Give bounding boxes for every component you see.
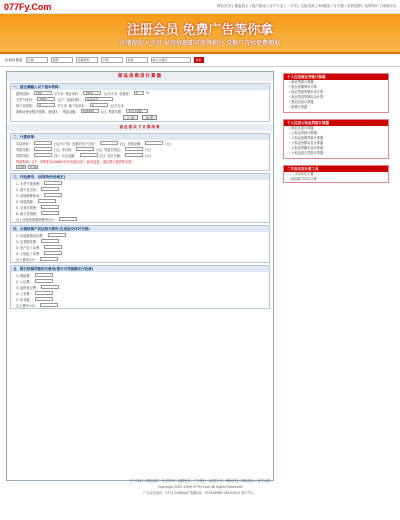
select-layout[interactable]: 户型 bbox=[101, 57, 123, 63]
label: 月还金额： bbox=[61, 153, 78, 158]
section-header: 二、计算结果： bbox=[11, 134, 269, 140]
unit: 元/户 bbox=[57, 97, 65, 102]
fee-total-field bbox=[40, 257, 58, 262]
label: 贷款总利息： bbox=[104, 147, 124, 152]
unit: (元) bbox=[96, 147, 103, 152]
select-type[interactable]: 类型 bbox=[51, 57, 73, 63]
result-field bbox=[100, 141, 118, 146]
select-price[interactable]: 价格 bbox=[126, 57, 148, 63]
fee-label: 6. 地下室契税： bbox=[16, 211, 40, 216]
section-header: 三、代收费用：(国家物价局规定) bbox=[11, 174, 269, 180]
sidebar-link[interactable]: › 公积金按揭贷款计算器 bbox=[284, 136, 388, 141]
unit: (元) bbox=[145, 147, 151, 152]
fee-total-label: 以上房屋所需缴纳费用合计： bbox=[16, 217, 58, 222]
section-header: 五、银行按揭贷款相关费用(银行对贷款额实行收费) bbox=[11, 266, 269, 272]
select-region[interactable]: 区域 bbox=[26, 57, 48, 63]
sidebar-box-fund bbox=[283, 119, 389, 159]
unit: (元) bbox=[53, 147, 60, 152]
result-field bbox=[125, 147, 143, 152]
section-results bbox=[10, 133, 270, 171]
fee-label: 4. 房屋契税： bbox=[16, 199, 36, 204]
banner-subtitle: 注册经纪人会员 发布信息即可获得积分 兑换广告位免费领取 bbox=[119, 40, 281, 47]
fee-label: 5. 交易手续费： bbox=[16, 205, 40, 210]
unit: (元) bbox=[99, 153, 106, 158]
unit: (年) bbox=[53, 153, 60, 158]
fee-total-label: 以上费用小计： bbox=[16, 303, 39, 308]
structure-select[interactable]: 多层住宅 bbox=[85, 97, 113, 102]
section-agency-fees bbox=[10, 173, 270, 223]
label: 优惠金额： bbox=[127, 141, 144, 146]
gas-input[interactable]: 3500 bbox=[37, 97, 55, 102]
search-input[interactable]: 输入关键字 bbox=[151, 57, 191, 63]
label: 天然气单价： bbox=[16, 97, 36, 102]
fee-field bbox=[44, 181, 62, 186]
label: 首付款： bbox=[61, 147, 75, 152]
fee-label: 2. 地下室总价： bbox=[16, 187, 40, 192]
label: 房屋结构： bbox=[66, 97, 83, 102]
discount-input[interactable]: 0 bbox=[134, 91, 144, 96]
sidebar-link[interactable]: › 税费计算器 bbox=[284, 105, 388, 110]
footer-links[interactable]: 关于我们 - 网站地图 - 免责声明 - 招聘信息 - 广告报价 - 联系方式 - 律师在线 - 网站建设 - 意见反馈 bbox=[129, 479, 271, 483]
fee-field bbox=[41, 239, 59, 244]
rate-short-input[interactable]: 4.95 bbox=[18, 164, 25, 169]
label: 如购房使用银行按揭，请选择： bbox=[16, 109, 61, 114]
label: 实际单价： bbox=[16, 141, 32, 146]
unit: 元/平方米 bbox=[109, 103, 124, 108]
result-field bbox=[145, 141, 163, 146]
unit: (元) bbox=[165, 141, 172, 146]
fee-field bbox=[44, 245, 62, 250]
section-header: 四、办理按揭产权证相关费用(在房屋交付时交纳) bbox=[11, 226, 269, 232]
fee-total-field bbox=[59, 217, 77, 222]
search-button[interactable]: 搜索 bbox=[195, 58, 202, 62]
top-nav[interactable]: 网站首页 | 楼盘展示 | 地产新闻 | 房产专业 | 二手房 | 出租房源 | 3D地图 | 写字楼 | 家居装修 | 装修知识 | 律师在线 bbox=[217, 4, 396, 8]
unit: 平方米 bbox=[57, 103, 67, 108]
label: 贷款总额： bbox=[16, 147, 32, 152]
sidebar-link[interactable]: › 商业贷款计算器 bbox=[284, 80, 388, 85]
fee-label: 3. 抵押登记费： bbox=[16, 285, 40, 290]
sidebar-link[interactable]: › 商业贷款等额本金计算 bbox=[284, 95, 388, 100]
fee-field bbox=[48, 233, 66, 238]
section-mortgage-fees bbox=[10, 225, 270, 263]
fee-field bbox=[35, 297, 53, 302]
sidebar-box-header: 个人住房商业贷款计算器 bbox=[284, 74, 388, 80]
fee-label: 2. 公证费： bbox=[16, 279, 33, 284]
ad-banner[interactable] bbox=[0, 14, 400, 54]
fee-field bbox=[44, 193, 62, 198]
sidebar-link[interactable]: › 银行按揭利率计算 bbox=[284, 85, 388, 90]
price-input[interactable]: 1500 bbox=[83, 91, 101, 96]
rate-long-input[interactable]: 5.94 bbox=[30, 164, 37, 169]
sidebar-box-header: 二手房买卖计算工具 bbox=[284, 166, 388, 172]
result-field bbox=[80, 153, 98, 158]
unit: (元) bbox=[119, 141, 126, 146]
reset-button[interactable]: 重 置 bbox=[142, 115, 157, 120]
fee-field bbox=[41, 205, 59, 210]
basement-area-input[interactable]: 0 bbox=[37, 103, 55, 108]
footer-copyright: Copyright 2007-2009 077Fy.Com All Rights Reserved bbox=[157, 485, 243, 489]
sidebar-link[interactable]: › 公积金等额本息计算器 bbox=[284, 141, 388, 146]
fee-total-field bbox=[40, 303, 58, 308]
sidebar-box-commercial bbox=[283, 73, 389, 113]
section-basic-info bbox=[10, 83, 270, 122]
loan-amount-input[interactable]: 100000 bbox=[81, 109, 99, 114]
fee-label: 1. 天然气集资费： bbox=[16, 181, 43, 186]
fee-label: 3. 房屋维修基金： bbox=[16, 193, 43, 198]
label: 建筑面积： bbox=[16, 91, 32, 96]
footer bbox=[0, 478, 400, 496]
fee-label: 1. 房屋抵押登记费： bbox=[16, 233, 46, 238]
fee-field bbox=[35, 291, 53, 296]
label: 支付总额： bbox=[107, 153, 124, 158]
calculate-button[interactable]: 计 算 bbox=[123, 115, 138, 120]
fee-field bbox=[35, 273, 53, 278]
label: 贷款年限： bbox=[16, 153, 32, 158]
sidebar-link[interactable]: › 购房能力评估计算 bbox=[284, 177, 388, 182]
site-logo[interactable]: 077Fy.Com bbox=[4, 1, 52, 12]
sidebar-link[interactable]: › 二手房评估计算 bbox=[284, 172, 388, 177]
search-label: 出租房搜索 bbox=[5, 57, 23, 62]
fee-field bbox=[44, 251, 62, 256]
section-header: 一、请正确输入以下基本资料： bbox=[11, 84, 269, 90]
result-field bbox=[34, 153, 52, 158]
sidebar-link[interactable]: › 提前还款计算器 bbox=[284, 126, 388, 131]
top-bar bbox=[0, 0, 400, 14]
label: 地下室面积： bbox=[16, 103, 36, 108]
sidebar-link[interactable]: › 公积金组合贷款计算器 bbox=[284, 151, 388, 156]
sidebar-box-header: 个人住房公积金贷款计算器 bbox=[284, 120, 388, 126]
label: 优惠率： bbox=[119, 91, 133, 96]
fee-label: 3. 房产证工本费： bbox=[16, 245, 43, 250]
unit: 平方米 bbox=[53, 91, 64, 96]
fee-label: 1. 保险费： bbox=[16, 273, 33, 278]
result-field bbox=[34, 147, 52, 152]
sidebar-link[interactable]: › 公积金等额本金计算器 bbox=[284, 146, 388, 151]
result-field bbox=[34, 141, 52, 146]
footer-contact: 广告业务电话：0771-5096443 客服QQ：375898963 26161913 客户中心： bbox=[143, 491, 257, 495]
fee-label: 4. 土地证工本费： bbox=[16, 251, 43, 256]
calculator-panel bbox=[6, 71, 274, 481]
search-bar bbox=[0, 54, 400, 67]
unit: (元) bbox=[145, 153, 151, 158]
sidebar-link[interactable]: › 公积金贷款计算器 bbox=[284, 131, 388, 136]
fee-label: 2. 交易服务费： bbox=[16, 239, 40, 244]
loan-years-select[interactable]: 1年(12期) bbox=[126, 109, 148, 114]
result-hint: 请查看以下计算结果 bbox=[7, 124, 273, 131]
basement-price-input[interactable]: 0 bbox=[90, 103, 108, 108]
unit: % bbox=[146, 91, 150, 95]
sidebar bbox=[280, 71, 392, 481]
result-field bbox=[76, 147, 94, 152]
label: 贷款年限： bbox=[108, 109, 125, 114]
fee-field bbox=[41, 211, 59, 216]
sidebar-box-resale bbox=[283, 165, 389, 183]
rate-note: 贷款利率：(注：本利率为2008年10月份执行的，如有变更，请以银行提供的为准) bbox=[16, 159, 133, 164]
label: 优惠后房子总价： bbox=[72, 141, 98, 146]
unit: (元/平方米) bbox=[53, 141, 71, 146]
fee-field bbox=[38, 199, 56, 204]
banner-title: 注册会员 免费广告等你拿 bbox=[126, 22, 274, 37]
result-field bbox=[125, 153, 143, 158]
unit: 元/平方米 bbox=[103, 91, 118, 96]
fee-total-label: 以上费用合计： bbox=[16, 257, 39, 262]
fee-field bbox=[35, 279, 53, 284]
label: 物业单价： bbox=[65, 91, 82, 96]
select-house-type[interactable]: 房屋类型 bbox=[76, 57, 98, 63]
fee-label: 4. 工本费： bbox=[16, 291, 33, 296]
fee-label: 5. 印花税： bbox=[16, 297, 33, 302]
label: 地下室单价： bbox=[68, 103, 88, 108]
fee-field bbox=[41, 187, 59, 192]
calculator-title: 商品房购房计算器 bbox=[7, 72, 273, 81]
area-input[interactable]: 100 bbox=[34, 91, 52, 96]
section-bank-fees bbox=[10, 265, 270, 309]
sidebar-link[interactable]: › 商业贷款等额本息计算 bbox=[284, 90, 388, 95]
sidebar-link[interactable]: › 提前还款计算器 bbox=[284, 100, 388, 105]
label: 贷款金额： bbox=[62, 109, 79, 114]
unit: (元) bbox=[100, 109, 107, 114]
fee-field bbox=[41, 285, 59, 290]
